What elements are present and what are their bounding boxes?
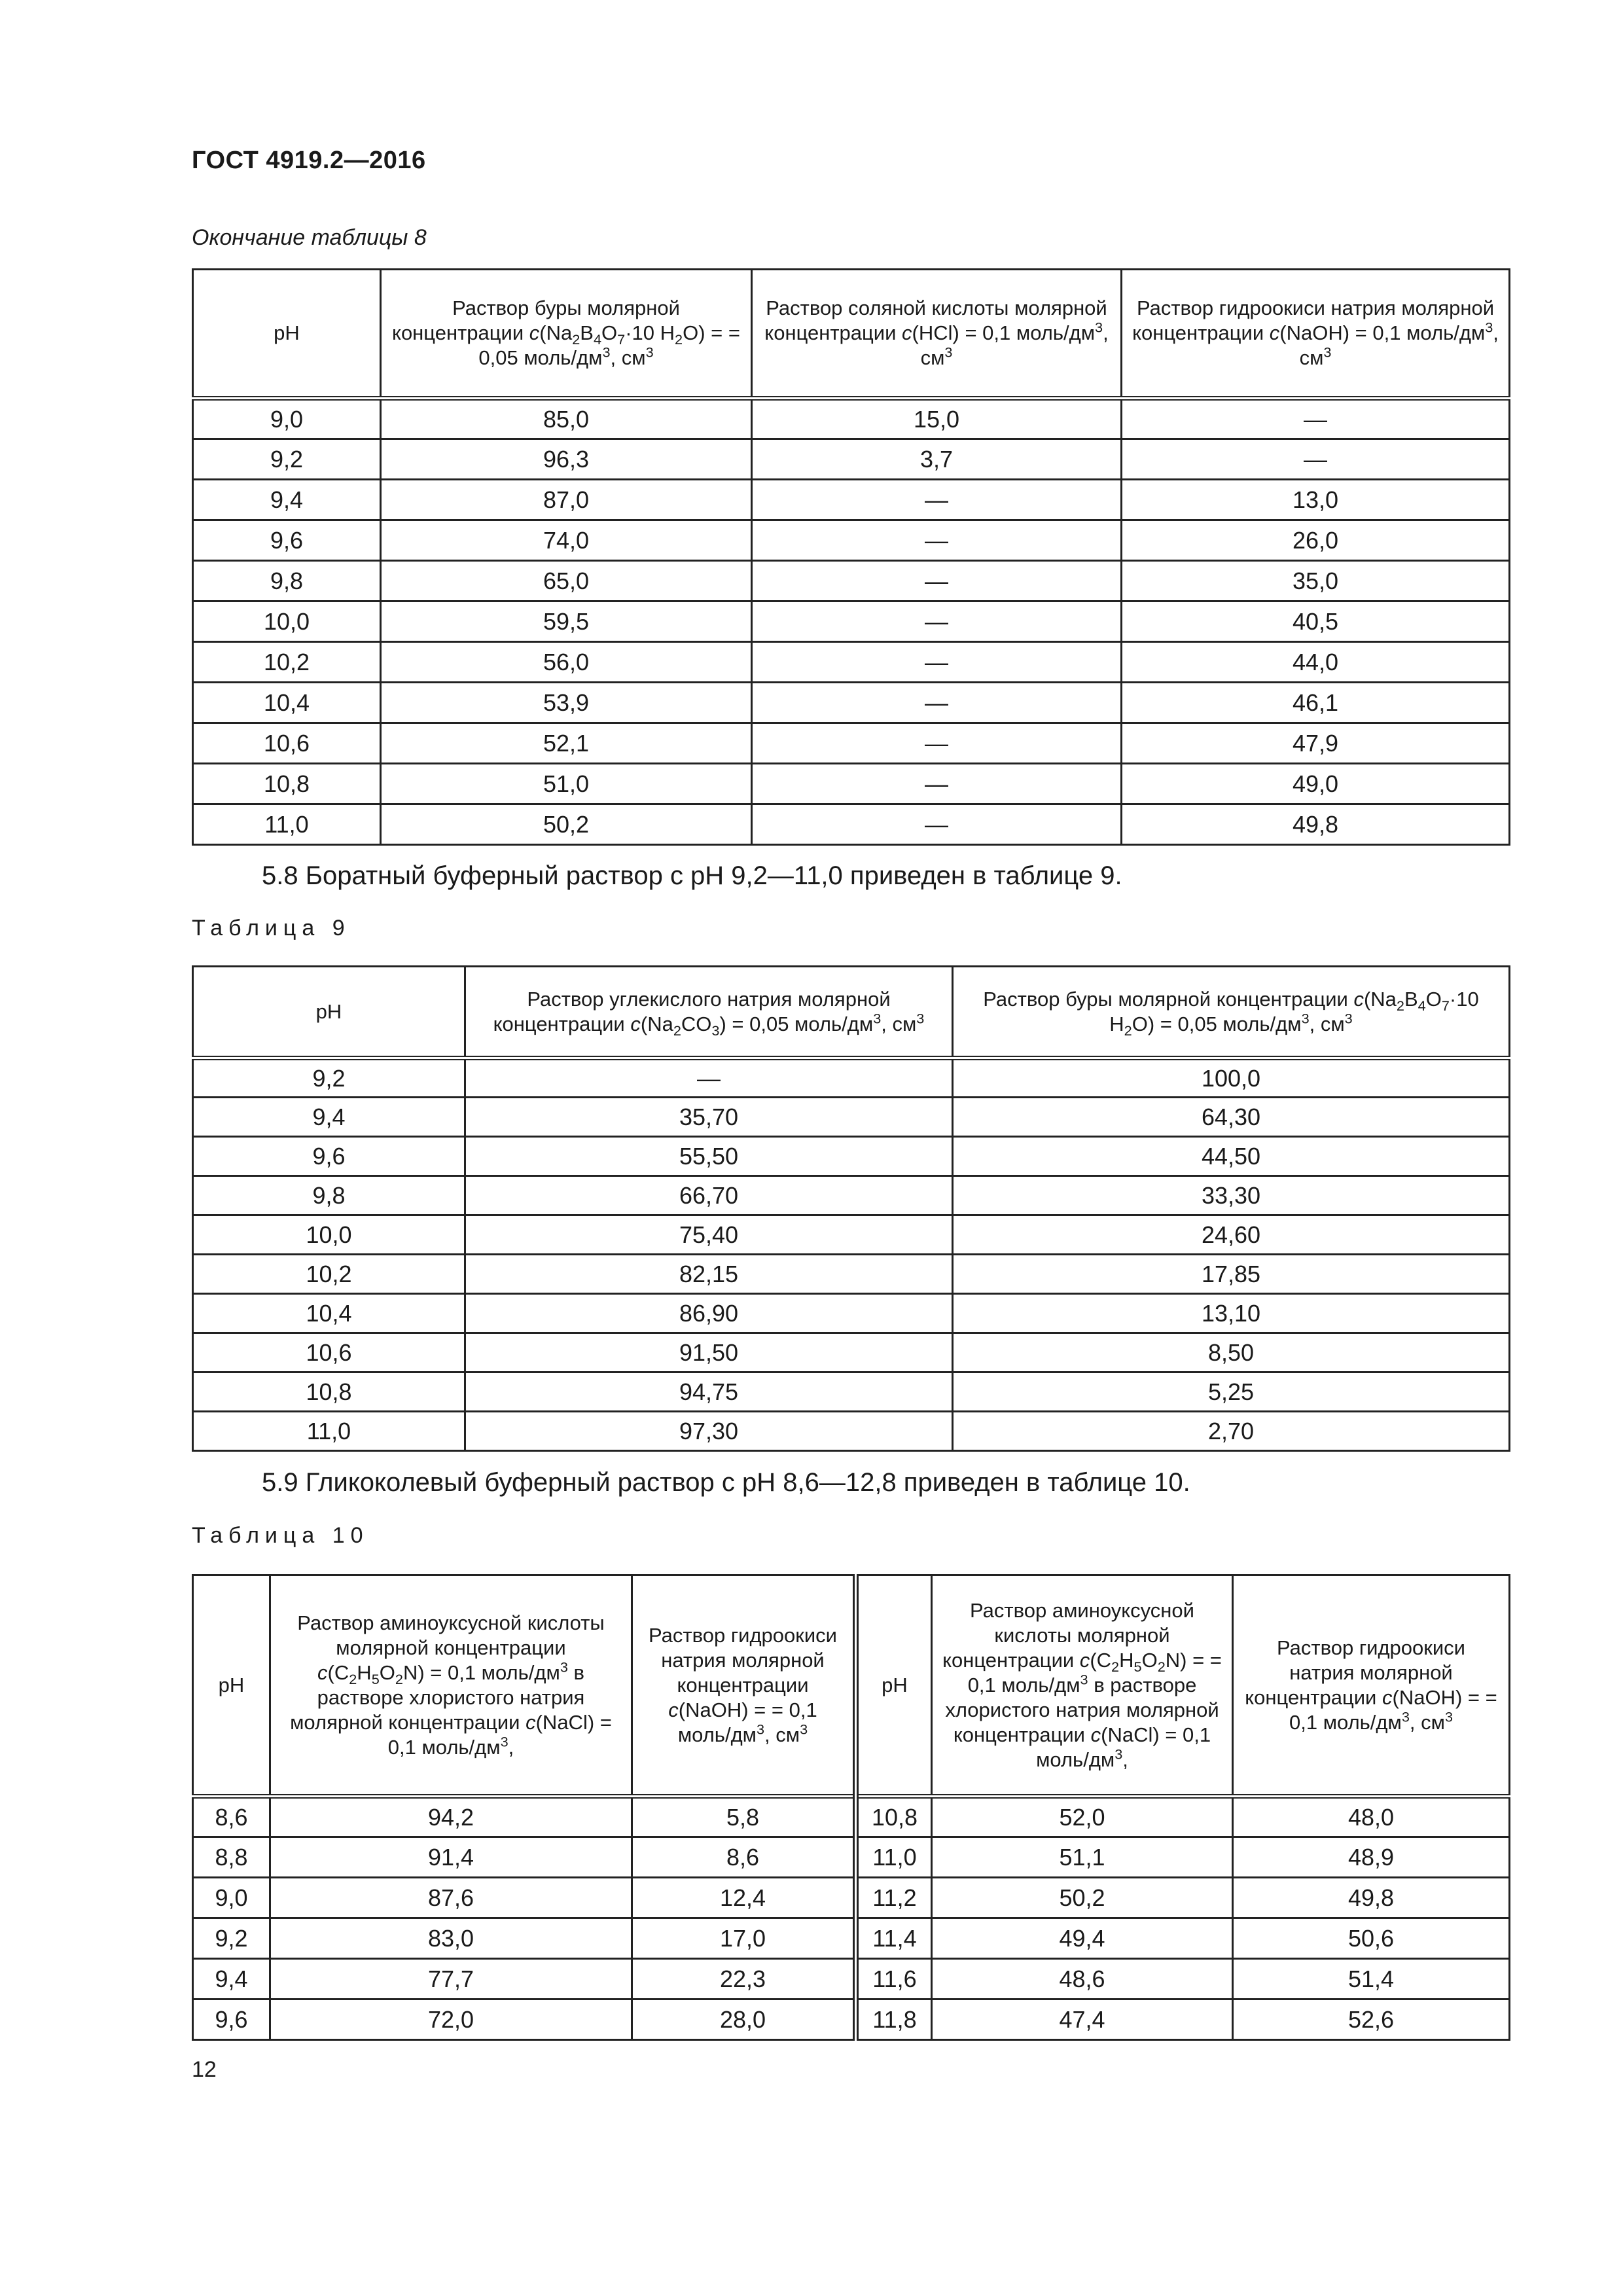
table-10-row [193, 1837, 1510, 1878]
table-9-cell: 94,75 [465, 1372, 953, 1412]
table-8-row [193, 439, 1510, 480]
table-9-row [193, 1176, 1510, 1215]
table-10-cell: 11,2 [856, 1878, 932, 1918]
table-10-cell: 9,2 [193, 1918, 270, 1959]
table-8-cell: 56,0 [381, 642, 752, 683]
table-9-header-na2co3: Раствор углекислого натрия молярной концентрации $c(Na_2CO_3) = 0,05$ моль/$дм^3$, $см^3$ [465, 967, 953, 1058]
table-8-cell: 44,0 [1122, 642, 1510, 683]
table-10-cell: 11,4 [856, 1918, 932, 1959]
table-10-cell: 11,6 [856, 1959, 932, 2000]
table-9-cell: 9,2 [193, 1058, 465, 1098]
table-10-header-glycine-left: Раствор аминоуксусной кислоты молярной концентрации $c(C_2H_5O_2N) = 0,1$ моль/$дм^3$ в растворе хлористого натрия молярной концентрации c(NaCl) = 0,1 моль/$дм^3$, [270, 1575, 632, 1797]
table-8-cell: 10,0 [193, 601, 381, 642]
table-9-cell: 13,10 [953, 1294, 1510, 1333]
table-8-cell: 49,0 [1122, 764, 1510, 804]
table-8-cell: 85,0 [381, 399, 752, 439]
table-8-row [193, 601, 1510, 642]
table-10-cell: 9,6 [193, 2000, 270, 2040]
table-8-body [193, 399, 1510, 845]
table-9-cell: 100,0 [953, 1058, 1510, 1098]
table-8-row [193, 642, 1510, 683]
table-8-row [193, 480, 1510, 520]
table-10-cell: 48,6 [932, 1959, 1233, 2000]
table-9-cell: 44,50 [953, 1137, 1510, 1176]
table-10-cell: 47,4 [932, 2000, 1233, 2040]
table-9-cell: 66,70 [465, 1176, 953, 1215]
table-9-row [193, 1333, 1510, 1372]
table-10-cell: 22,3 [632, 1959, 856, 2000]
table-10-cell: 49,8 [1233, 1878, 1510, 1918]
table-8-cell: — [752, 520, 1122, 561]
table-10-cell: 50,2 [932, 1878, 1233, 1918]
table-9-cell: 9,6 [193, 1137, 465, 1176]
table-8-cell: — [752, 723, 1122, 764]
table-8-cell: 40,5 [1122, 601, 1510, 642]
table-9-cell: 86,90 [465, 1294, 953, 1333]
table-8-cell: 10,8 [193, 764, 381, 804]
table-8-row [193, 764, 1510, 804]
table-10-header-glycine-right: Раствор аминоуксусной кислоты молярной концентрации $c(C_2H_5O_2N)$ = = 0,1 моль/$дм^3$ в растворе хлористого натрия молярной концентрации c(NaCl) = 0,1 моль/$дм^3$, [932, 1575, 1233, 1797]
table-8-row [193, 561, 1510, 601]
table-10-cell: 12,4 [632, 1878, 856, 1918]
table-9-header-ph: pH [193, 967, 465, 1058]
table-10-cell: 10,8 [856, 1797, 932, 1837]
table-8-header-hcl: Раствор соляной кислоты молярной концентрации c(HCl) = 0,1 моль/$дм^3$, $см^3$ [752, 270, 1122, 399]
table-10-cell: 9,4 [193, 1959, 270, 2000]
table-8-header-naoh: Раствор гидроокиси натрия молярной концентрации c(NaOH) = 0,1 моль/$дм^3$, $см^3$ [1122, 270, 1510, 399]
table-9-cell: 64,30 [953, 1098, 1510, 1137]
table-8-row [193, 520, 1510, 561]
table-10 [192, 1574, 1510, 2041]
table-9-row [193, 1412, 1510, 1451]
table-9-row [193, 1372, 1510, 1412]
table-8-cell: 49,8 [1122, 804, 1510, 845]
table-8-cell: 52,1 [381, 723, 752, 764]
table-10-row [193, 1918, 1510, 1959]
table-8-cell: — [1122, 399, 1510, 439]
table-10-cell: 48,0 [1233, 1797, 1510, 1837]
table-8-cell: 9,0 [193, 399, 381, 439]
table-8-row [193, 683, 1510, 723]
table-10-cell: 52,6 [1233, 2000, 1510, 2040]
table-9-caption: Таблица 9 [192, 916, 351, 941]
table-10-cell: 48,9 [1233, 1837, 1510, 1878]
table-8-cell: 10,4 [193, 683, 381, 723]
table-9-row [193, 1137, 1510, 1176]
table-8-cell: 87,0 [381, 480, 752, 520]
table-9-cell: 35,70 [465, 1098, 953, 1137]
table-10-cell: 51,1 [932, 1837, 1233, 1878]
table-10-row [193, 2000, 1510, 2040]
table-8-cell: 26,0 [1122, 520, 1510, 561]
table-8-cell: — [752, 480, 1122, 520]
table-9-cell: 2,70 [953, 1412, 1510, 1451]
table-8-cell: 51,0 [381, 764, 752, 804]
table-8-cell: 96,3 [381, 439, 752, 480]
table-8-cell: 9,8 [193, 561, 381, 601]
table-9 [192, 965, 1510, 1452]
table-9-cell: 5,25 [953, 1372, 1510, 1412]
table-10-header-naoh-right: Раствор гидроокиси натрия молярной концентрации c(NaOH) = = 0,1 моль/$дм^3$, $см^3$ [1233, 1575, 1510, 1797]
table-9-cell: — [465, 1058, 953, 1098]
table-10-cell: 77,7 [270, 1959, 632, 2000]
table-9-cell: 10,4 [193, 1294, 465, 1333]
table-10-header-ph-left: pH [193, 1575, 270, 1797]
table-10-cell: 51,4 [1233, 1959, 1510, 2000]
document-header: ГОСТ 4919.2—2016 [192, 147, 426, 174]
paragraph-5-8: 5.8 Боратный буферный раствор с pH 9,2—11,0 приведен в таблице 9. [262, 861, 1122, 890]
table-9-cell: 97,30 [465, 1412, 953, 1451]
table-8-cell: 3,7 [752, 439, 1122, 480]
table-8-cell: 53,9 [381, 683, 752, 723]
table-9-cell: 10,8 [193, 1372, 465, 1412]
table-8-cell: 47,9 [1122, 723, 1510, 764]
table-8-cell: — [752, 764, 1122, 804]
table-9-cell: 11,0 [193, 1412, 465, 1451]
table-8-cell: 65,0 [381, 561, 752, 601]
table-8-cell: 35,0 [1122, 561, 1510, 601]
table-8-cell: 10,2 [193, 642, 381, 683]
table-8-caption: Окончание таблицы 8 [192, 225, 427, 250]
table-10-cell: 94,2 [270, 1797, 632, 1837]
table-9-cell: 33,30 [953, 1176, 1510, 1215]
table-9-header-borax: Раствор буры молярной концентрации $c(Na_2B_4O_7\cdot 10$ $H_2O) = 0,05$ моль/$дм^3$, $см^3$ [953, 967, 1510, 1058]
table-8-cell: — [752, 804, 1122, 845]
table-8-cell: — [752, 642, 1122, 683]
table-8-cell: 50,2 [381, 804, 752, 845]
table-8-row [193, 399, 1510, 439]
table-10-row [193, 1878, 1510, 1918]
table-9-cell: 9,4 [193, 1098, 465, 1137]
table-10-caption: Таблица 10 [192, 1523, 369, 1548]
table-8-cell: — [1122, 439, 1510, 480]
table-9-cell: 10,0 [193, 1215, 465, 1255]
table-10-cell: 50,6 [1233, 1918, 1510, 1959]
table-8-header-ph: pH [193, 270, 381, 399]
page-number: 12 [192, 2057, 217, 2082]
table-10-cell: 49,4 [932, 1918, 1233, 1959]
table-8-cell: 13,0 [1122, 480, 1510, 520]
table-10-cell: 52,0 [932, 1797, 1233, 1837]
table-9-cell: 75,40 [465, 1215, 953, 1255]
table-8-cell: — [752, 683, 1122, 723]
table-9-cell: 24,60 [953, 1215, 1510, 1255]
table-10-cell: 83,0 [270, 1918, 632, 1959]
table-8 [192, 268, 1510, 846]
table-8-cell: — [752, 601, 1122, 642]
table-10-cell: 8,6 [632, 1837, 856, 1878]
table-10-body [193, 1797, 1510, 2040]
table-8-cell: 46,1 [1122, 683, 1510, 723]
table-9-cell: 9,8 [193, 1176, 465, 1215]
table-9-cell: 10,2 [193, 1255, 465, 1294]
table-9-row [193, 1098, 1510, 1137]
table-9-cell: 82,15 [465, 1255, 953, 1294]
table-8-cell: 59,5 [381, 601, 752, 642]
table-10-row [193, 1797, 1510, 1837]
table-8-cell: 15,0 [752, 399, 1122, 439]
table-10-cell: 9,0 [193, 1878, 270, 1918]
table-10-header-ph-right: pH [856, 1575, 932, 1797]
table-10-cell: 11,0 [856, 1837, 932, 1878]
table-9-row [193, 1255, 1510, 1294]
table-9-row [193, 1215, 1510, 1255]
table-10-cell: 17,0 [632, 1918, 856, 1959]
table-9-cell: 55,50 [465, 1137, 953, 1176]
table-8-cell: 9,2 [193, 439, 381, 480]
table-10-cell: 87,6 [270, 1878, 632, 1918]
table-9-body [193, 1058, 1510, 1451]
table-9-cell: 10,6 [193, 1333, 465, 1372]
table-8-cell: — [752, 561, 1122, 601]
table-8-header-borax: Раствор буры молярной концентрации $c(Na_2B_4O_7\cdot 10$ $H_2O$) = = 0,05 моль/$дм^3$, $см^3$ [381, 270, 752, 399]
table-8-row [193, 804, 1510, 845]
table-9-row [193, 1058, 1510, 1098]
table-9-cell: 91,50 [465, 1333, 953, 1372]
table-10-cell: 5,8 [632, 1797, 856, 1837]
table-10-cell: 91,4 [270, 1837, 632, 1878]
table-8-row [193, 723, 1510, 764]
table-10-cell: 8,6 [193, 1797, 270, 1837]
paragraph-5-9: 5.9 Гликоколевый буферный раствор с pH 8,6—12,8 приведен в таблице 10. [262, 1468, 1190, 1497]
table-8-cell: 10,6 [193, 723, 381, 764]
table-8-cell: 11,0 [193, 804, 381, 845]
table-8-cell: 9,6 [193, 520, 381, 561]
table-10-row [193, 1959, 1510, 2000]
table-9-cell: 17,85 [953, 1255, 1510, 1294]
table-10-cell: 28,0 [632, 2000, 856, 2040]
table-8-cell: 9,4 [193, 480, 381, 520]
table-10-cell: 8,8 [193, 1837, 270, 1878]
table-9-row [193, 1294, 1510, 1333]
table-8-cell: 74,0 [381, 520, 752, 561]
table-10-header-naoh-left: Раствор гидроокиси натрия молярной концентрации c(NaOH) = = 0,1 моль/$дм^3$, $см^3$ [632, 1575, 856, 1797]
table-10-cell: 11,8 [856, 2000, 932, 2040]
table-9-cell: 8,50 [953, 1333, 1510, 1372]
table-10-cell: 72,0 [270, 2000, 632, 2040]
